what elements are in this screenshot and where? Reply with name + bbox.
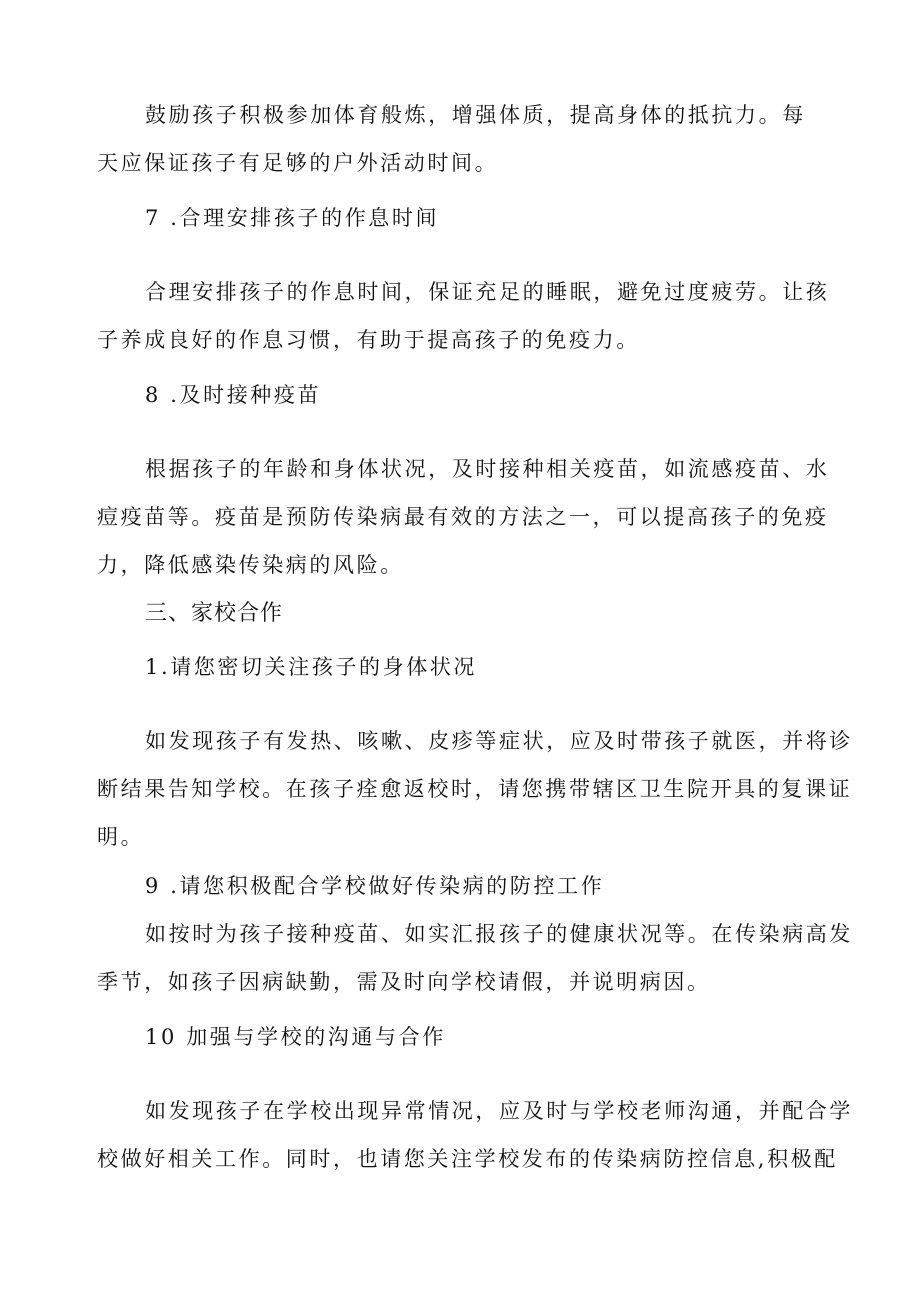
heading-item-9: 9 .请您积极配合学校做好传染病的防控工作: [145, 874, 605, 898]
paragraph-vaccine-line-3: 力，降低感染传染病的风险。: [97, 553, 404, 577]
paragraph-cooperate-line-1: 如按时为孩子接种疫苗、如实汇报孩子的健康状况等。在传染病高发: [145, 922, 853, 946]
heading-item-1: 1.请您密切关注孩子的身体状况: [145, 655, 478, 679]
heading-item-10: 10 加强与学校的沟通与合作: [145, 1025, 446, 1049]
paragraph-exercise-line-2: 天应保证孩子有足够的户外活动时间。: [97, 151, 499, 175]
paragraph-cooperate-line-2: 季节，如孩子因病缺勤，需及时向学校请假，并说明病因。: [97, 970, 711, 994]
paragraph-symptoms-line-2: 断结果告知学校。在孩子痊愈返校时，请您携带辖区卫生院开具的复课证: [97, 777, 853, 801]
paragraph-communicate-line-2: 校做好相关工作。同时，也请您关注学校发布的传染病防控信息,积极配: [97, 1147, 838, 1171]
paragraph-vaccine-line-2: 痘疫苗等。疫苗是预防传染病最有效的方法之一，可以提高孩子的免疫: [97, 505, 829, 529]
paragraph-symptoms-line-1: 如发现孩子有发热、咳嗽、皮疹等症状，应及时带孩子就医，并将诊: [145, 729, 853, 753]
section-heading-home-school: 三、家校合作: [145, 601, 284, 626]
paragraph-symptoms-line-3: 明。: [97, 825, 145, 849]
paragraph-vaccine-line-1: 根据孩子的年龄和身体状况，及时接种相关疫苗，如流感疫苗、水: [145, 457, 830, 481]
paragraph-schedule-line-2: 子养成良好的作息习惯，有助于提高孩子的免疫力。: [97, 328, 640, 352]
paragraph-communicate-line-1: 如发现孩子在学校出现异常情况，应及时与学校老师沟通，并配合学: [145, 1099, 853, 1123]
heading-item-7: 7 .合理安排孩子的作息时间: [145, 206, 440, 230]
paragraph-schedule-line-1: 合理安排孩子的作息时间，保证充足的睡眠，避免过度疲劳。让孩: [145, 280, 830, 304]
paragraph-exercise-line-1: 鼓励孩子积极参加体育般炼，增强体质，提高身体的抵抗力。每: [145, 103, 806, 127]
heading-item-8: 8 .及时接种疫苗: [145, 383, 322, 407]
